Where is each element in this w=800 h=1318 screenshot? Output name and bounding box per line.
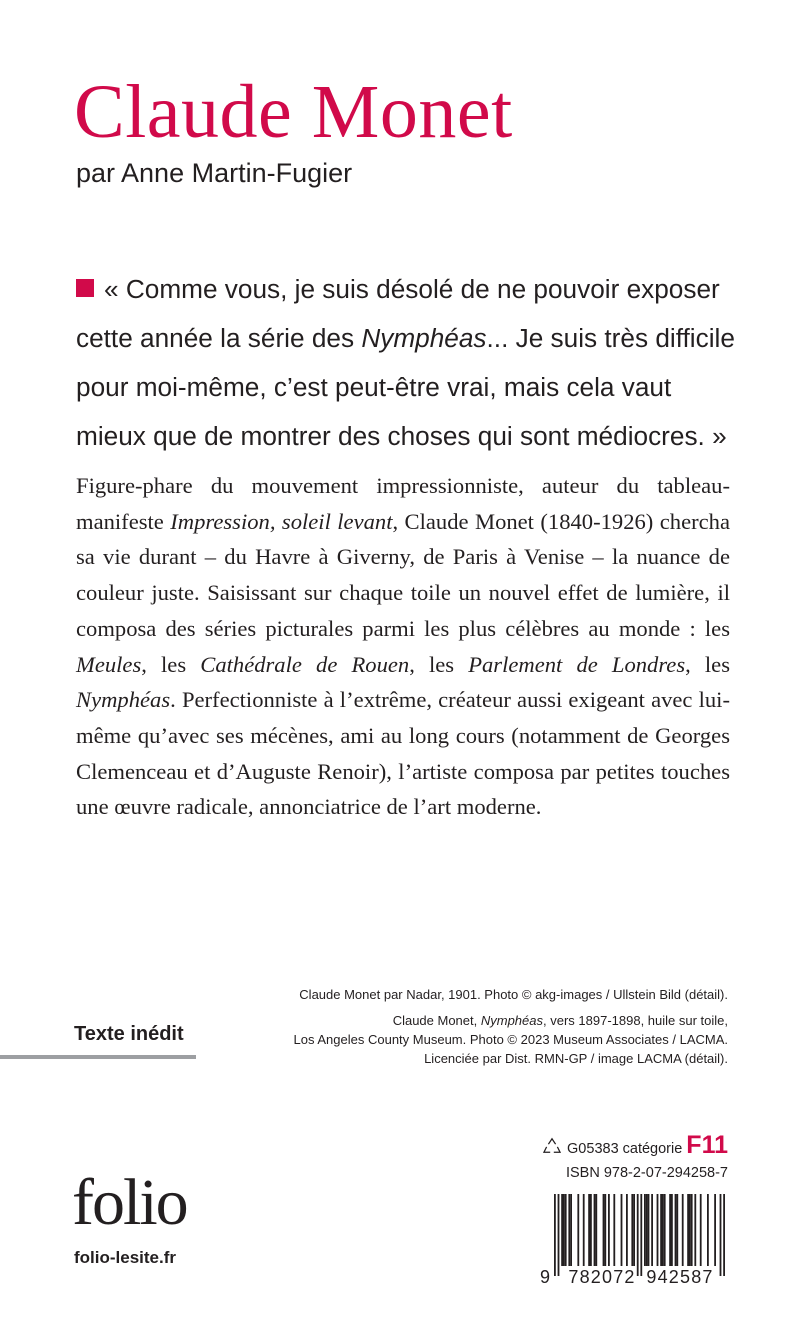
publisher-website-link[interactable]: folio-lesite.fr	[74, 1248, 177, 1267]
summary-text: , Claude Monet (1840-1926) chercha sa vie durant – du Havre à Giverny, de Paris à Venise – la nuance de couleur juste. Saisissant sur chaque toile un nouvel effet de lumière, il composa des séries picturales parmi les plus célèbres au monde : les	[76, 508, 730, 641]
barcode-bar	[689, 1194, 691, 1266]
barcode-bar	[707, 1194, 709, 1266]
category-code: F11	[686, 1131, 728, 1159]
barcode-bar	[621, 1194, 623, 1266]
summary-italic: Impression, soleil levant	[170, 508, 393, 534]
accent-square-icon	[76, 279, 94, 297]
product-code-line	[543, 1131, 728, 1160]
barcode-bar	[633, 1194, 635, 1266]
credit-line: Licenciée par Dist. RMN-GP / image LACMA (détail).	[424, 1051, 728, 1066]
barcode-bar	[640, 1194, 642, 1276]
monet-quote	[76, 265, 736, 461]
barcode-bar	[595, 1194, 597, 1266]
barcode-bar	[588, 1194, 590, 1266]
book-title: Claude Monet	[74, 70, 513, 154]
barcode-bar	[657, 1194, 659, 1266]
barcode-bar	[590, 1194, 592, 1266]
barcode-bar	[714, 1194, 716, 1266]
barcode-bar	[669, 1194, 671, 1266]
barcode-bar	[671, 1194, 673, 1266]
barcode-bar	[608, 1194, 610, 1266]
book-summary	[76, 468, 730, 825]
barcode-bar	[700, 1194, 702, 1266]
barcode-bar	[563, 1194, 565, 1266]
barcode-bar	[604, 1194, 606, 1266]
credit-italic: Nymphéas	[480, 1013, 543, 1028]
barcode-bar	[594, 1194, 596, 1266]
barcode-bar	[583, 1194, 585, 1266]
barcode-bar	[676, 1194, 678, 1266]
barcode-bar	[691, 1194, 693, 1266]
summary-text: Figure-phare du mouvement impressionniste, auteur du tableau-manifeste	[76, 473, 730, 534]
quote-text-end: ... Je suis très difficile pour moi-même, c’est peut-être vrai, mais cela vaut mieux que de montrer des choses qui sont médiocres. »	[76, 323, 735, 451]
credit-text: , vers 1897-1898, huile sur toile,	[543, 1013, 728, 1028]
barcode-bar	[694, 1194, 696, 1266]
barcode-bar	[682, 1194, 684, 1266]
barcode-bar	[646, 1194, 648, 1266]
barcode-digit-first: 9	[540, 1267, 551, 1287]
texte-inedit-label: Texte inédit	[74, 1023, 184, 1045]
barcode-bar	[561, 1194, 563, 1266]
credit-line: Los Angeles County Museum. Photo © 2023 Museum Associates / LACMA.	[293, 1032, 728, 1047]
barcode-bar	[687, 1194, 689, 1266]
barcode-bar	[577, 1194, 579, 1266]
credit-line	[208, 1011, 728, 1030]
barcode-bar	[554, 1194, 556, 1276]
category-label: catégorie	[622, 1141, 683, 1157]
barcode-bar	[570, 1194, 572, 1266]
photo-credits	[208, 985, 728, 1068]
barcode-bar	[637, 1194, 639, 1276]
credit-text: Claude Monet,	[392, 1013, 481, 1028]
summary-text: . Perfectionniste à l’extrême, créateur aussi exigeant avec lui-même qu’avec ses mécènes, ami au long cours (notamment de Georges Clemenceau et d’Auguste Renoir), l’artiste composa par petites touches une œuvre radicale, annonciatrice de l’art moderne.	[76, 687, 730, 820]
quote-italic: Nymphéas	[361, 323, 487, 353]
barcode-bar	[568, 1194, 570, 1266]
barcode-bar	[660, 1194, 662, 1266]
barcode-bar	[631, 1194, 633, 1266]
barcode-bar	[603, 1194, 605, 1266]
barcode-digits-right: 942587	[646, 1267, 714, 1287]
barcode-bar	[558, 1194, 560, 1276]
barcode-digits-left: 782072	[568, 1267, 636, 1287]
summary-text: , les	[141, 651, 201, 677]
summary-italic: Meules	[76, 651, 142, 677]
barcode-bar	[723, 1194, 725, 1276]
isbn-number: ISBN 978-2-07-294258-7	[565, 1165, 728, 1181]
quote-text-start: « Comme vous, je suis désolé de ne pouvoir exposer cette année la série des	[76, 274, 720, 353]
recycle-icon	[543, 1137, 561, 1155]
summary-text: , les	[409, 651, 469, 677]
summary-italic: Nymphéas	[76, 687, 171, 713]
credit-line: Claude Monet par Nadar, 1901. Photo © akg-images / Ullstein Bild (détail).	[299, 987, 728, 1002]
author-byline: par Anne Martin-Fugier	[76, 158, 353, 188]
barcode	[538, 1192, 728, 1287]
summary-text: , les	[685, 651, 730, 677]
barcode-bar	[644, 1194, 646, 1266]
product-code: G05383	[567, 1141, 619, 1157]
summary-italic: Parlement de Londres	[468, 651, 686, 677]
folio-logo: folio	[72, 1166, 187, 1239]
barcode-bar	[662, 1194, 664, 1266]
barcode-bar	[626, 1194, 628, 1266]
barcode-bar	[648, 1194, 650, 1266]
barcode-bar	[675, 1194, 677, 1266]
barcode-bar	[565, 1194, 567, 1266]
barcode-bar	[664, 1194, 666, 1266]
summary-italic: Cathédrale de Rouen	[200, 651, 410, 677]
barcode-bar	[720, 1194, 722, 1276]
barcode-bar	[651, 1194, 653, 1266]
grey-divider	[0, 1055, 196, 1059]
barcode-bar	[613, 1194, 615, 1266]
